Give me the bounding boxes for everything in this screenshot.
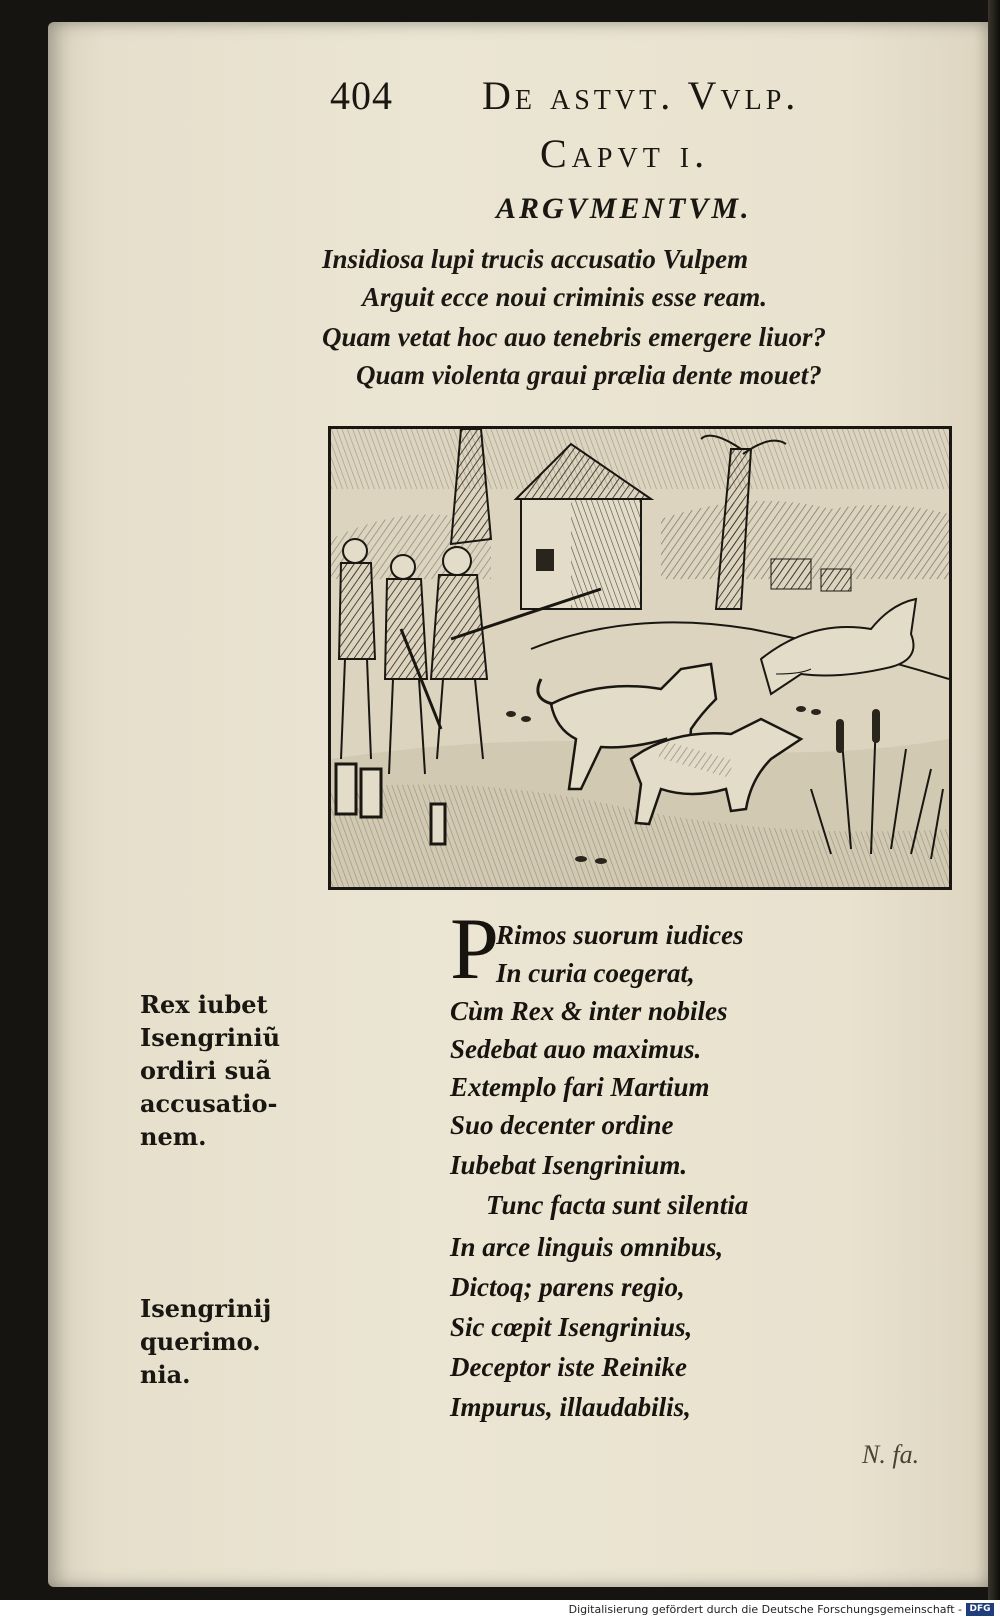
- running-header: [330, 72, 890, 132]
- footer-credit: Digitalisierung gefördert durch die Deutsche Forschungsgemeinschaft -: [568, 1603, 962, 1616]
- verse-line: Suo decenter ordine: [450, 1110, 674, 1140]
- margin-note-line: nem.: [140, 1122, 207, 1151]
- verse-line: In arce linguis omnibus,: [450, 1232, 724, 1262]
- page-number: 404: [330, 73, 393, 118]
- dfg-logo-icon: DFG: [966, 1603, 994, 1616]
- margin-note-line: accusatio-: [140, 1089, 278, 1118]
- verse-line: Iubebat Isengrinium.: [450, 1150, 688, 1180]
- digitization-footer: [0, 1600, 1000, 1620]
- margin-note-line: Isengriniũ: [140, 1023, 281, 1052]
- book-edge: [988, 0, 1000, 1600]
- verse-line: Sic cœpit Isengrinius,: [450, 1312, 693, 1342]
- argument-heading: ARGVMENTVM.: [496, 192, 752, 225]
- woodcut-illustration: [328, 426, 952, 890]
- margin-note-line: Rex iubet: [140, 990, 268, 1019]
- argument-line: Quam vetat hoc auo tenebris emergere liuor?: [322, 322, 826, 352]
- margin-note-line: ordiri suã: [140, 1056, 272, 1085]
- margin-note-querimonia: [140, 1292, 310, 1391]
- argument-line: Insidiosa lupi trucis accusatio Vulpem: [322, 244, 749, 274]
- argument-line: Quam violenta graui prælia dente mouet?: [356, 360, 822, 390]
- chapter-title: Capvt i.: [540, 131, 710, 176]
- verse-line: Cùm Rex & inter nobiles: [450, 996, 728, 1026]
- verse-line: In curia coegerat,: [496, 958, 695, 988]
- verse-line: Extemplo fari Martium: [450, 1072, 710, 1102]
- catchword: N. fa.: [862, 1440, 920, 1469]
- margin-note-line: querimo.: [140, 1327, 261, 1356]
- margin-note-rex-iubet: [140, 988, 310, 1153]
- running-title: De astvt. Vvlp.: [482, 73, 800, 118]
- drop-capital: P: [450, 901, 499, 998]
- margin-note-line: nia.: [140, 1360, 191, 1389]
- argument-line: Arguit ecce noui criminis esse ream.: [362, 282, 767, 312]
- verse-line: Tunc facta sunt silentia: [486, 1190, 749, 1220]
- verse-line: Impurus, illaudabilis,: [450, 1392, 691, 1422]
- woodcut-wolves-and-hunters-icon: [331, 429, 949, 887]
- verse-line: Deceptor iste Reinike: [450, 1352, 687, 1382]
- verse-line: Sedebat auo maximus.: [450, 1034, 702, 1064]
- margin-note-line: Isengrinij: [140, 1294, 272, 1323]
- verse-line: Rimos suorum iudices: [496, 920, 744, 950]
- verse-line: Dictoq; parens regio,: [450, 1272, 685, 1302]
